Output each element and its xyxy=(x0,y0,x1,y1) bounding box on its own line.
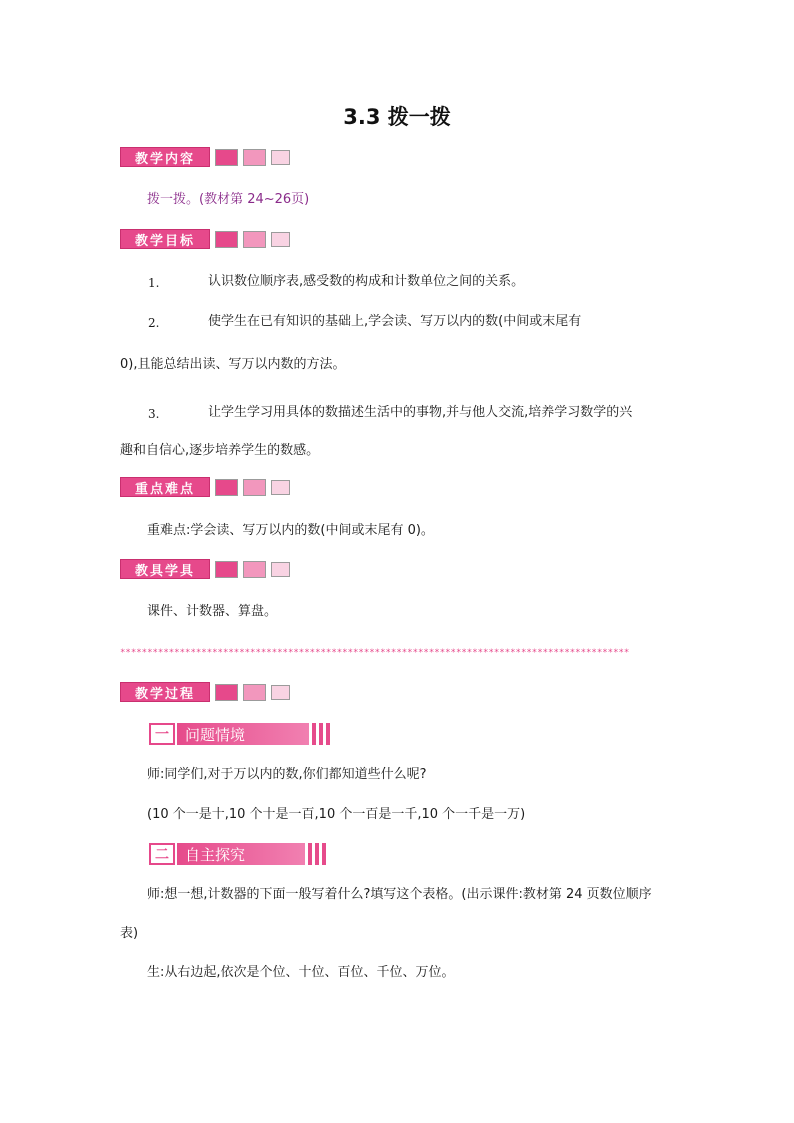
decor-stripe xyxy=(315,843,319,865)
subsection-number: 一 xyxy=(149,723,175,745)
goal-text: 让学生学习用具体的数描述生活中的事物,并与他人交流,培养学习数学的兴 xyxy=(208,405,633,420)
section-label: 重点难点 xyxy=(120,477,210,497)
decor-square xyxy=(271,685,290,700)
decor-square xyxy=(215,684,238,701)
goal-text: 使学生在已有知识的基础上,学会读、写万以内的数(中间或末尾有 xyxy=(208,314,582,329)
section-header-process xyxy=(120,682,290,702)
goal-number: 3. xyxy=(148,407,160,421)
dialogue-line: (10 个一是十,10 个十是一百,10 个一百是一千,10 个一千是一万) xyxy=(147,807,526,822)
subsection-header-1 xyxy=(149,723,330,745)
subsection-header-2 xyxy=(149,843,326,865)
decor-square xyxy=(271,232,290,247)
subsection-title: 自主探究 xyxy=(177,843,305,865)
dialogue-line-continued: 表) xyxy=(120,926,139,941)
section-header-key xyxy=(120,477,290,497)
decor-square xyxy=(243,561,266,578)
decor-square xyxy=(243,149,266,166)
section-label: 教学目标 xyxy=(120,229,210,249)
goal-number: 2. xyxy=(148,316,160,330)
page-title: 3.3 拨一拨 xyxy=(343,105,451,129)
dialogue-line: 师:同学们,对于万以内的数,你们都知道些什么呢? xyxy=(147,767,427,782)
subsection-title: 问题情境 xyxy=(177,723,309,745)
decor-stripe xyxy=(312,723,316,745)
content-text: 拨一拨。(教材第 24~26页) xyxy=(147,192,310,207)
section-header-tools xyxy=(120,559,290,579)
dialogue-line: 生:从右边起,依次是个位、十位、百位、千位、万位。 xyxy=(147,965,455,980)
tools-text: 课件、计数器、算盘。 xyxy=(147,604,278,619)
decor-square xyxy=(243,479,266,496)
decor-square xyxy=(215,561,238,578)
section-header-goals xyxy=(120,229,290,249)
section-label: 教学内容 xyxy=(120,147,210,167)
decor-stripe xyxy=(326,723,330,745)
decor-square xyxy=(243,231,266,248)
decor-stripe xyxy=(319,723,323,745)
decor-square xyxy=(215,149,238,166)
goal-text-continued: 0),且能总结出读、写万以内数的方法。 xyxy=(120,357,346,372)
decor-square xyxy=(215,479,238,496)
dialogue-line: 师:想一想,计数器的下面一般写着什么?填写这个表格。(出示课件:教材第 24 页数位顺序 xyxy=(147,887,652,902)
section-header-content xyxy=(120,147,290,167)
star-divider: ********************************************************************************************** xyxy=(120,648,630,658)
decor-square xyxy=(215,231,238,248)
decor-square xyxy=(243,684,266,701)
decor-stripe xyxy=(322,843,326,865)
section-label: 教学过程 xyxy=(120,682,210,702)
decor-stripe xyxy=(308,843,312,865)
decor-square xyxy=(271,480,290,495)
decor-square xyxy=(271,562,290,577)
goal-text-continued: 趣和自信心,逐步培养学生的数感。 xyxy=(120,443,320,458)
key-text: 重难点:学会读、写万以内的数(中间或末尾有 0)。 xyxy=(147,523,434,538)
subsection-number: 二 xyxy=(149,843,175,865)
section-label: 教具学具 xyxy=(120,559,210,579)
goal-number: 1. xyxy=(148,276,160,290)
goal-text: 认识数位顺序表,感受数的构成和计数单位之间的关系。 xyxy=(208,274,525,289)
decor-square xyxy=(271,150,290,165)
